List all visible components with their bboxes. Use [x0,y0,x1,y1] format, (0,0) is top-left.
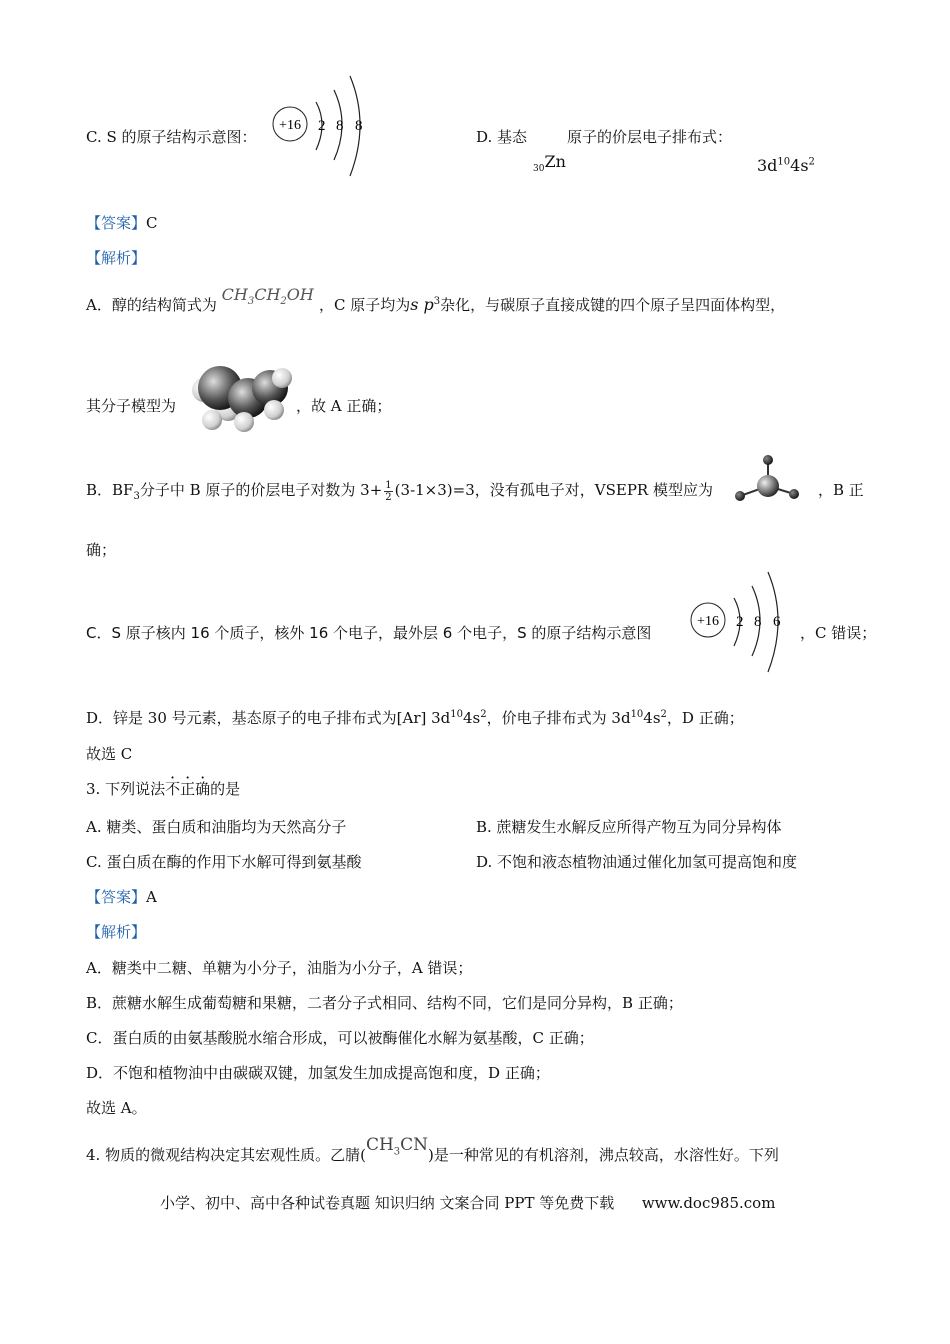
q2-option-c-atom-diagram [268,72,378,178]
q2-analysis-a-line2-post: ，故 A 正确； [296,397,392,415]
q2-analysis-c-post: ，C 错误； [800,624,877,642]
shell-count-2: 8 [754,614,762,630]
q3-analysis-c: C．蛋白质的由氨基酸脱水缩合形成，可以被酶催化水解为氨基酸，C 正确； [86,1029,594,1047]
q2-analysis-label: 【解析】 [86,249,147,267]
acetonitrile-formula: $CH_3CN$ [365,1135,429,1158]
q3-option-a: A. 糖类、蛋白质和油脂均为天然高分子 [86,818,347,836]
shell-count-1: 2 [318,118,326,134]
shell-count-2: 8 [336,118,344,134]
q2-analysis-d-line: D．锌是 30 号元素，基态原子的电子排布式为[Ar] $3d^{10}4s^2$，价电子排布式为 $3d^{10}4s^2$，D 正确； [86,709,744,727]
nucleus-charge: +16 [279,118,301,133]
q2-analysis-a-line1: A．醇的结构简式为 $CH_3CH_2OH$ ，C 原子均为s $p^3$杂化，与碳原子直接成键的四个原子呈四面体构型， [86,285,786,314]
q2-analysis-b-line2: 确； [86,541,117,559]
q3-option-b: B. 蔗糖发生水解反应所得产物互为同分异构体 [476,818,782,836]
footer-link[interactable]: www.doc985.com [641,1194,776,1212]
q3-option-d: D. 不饱和液态植物油通过催化加氢可提高饱和度 [476,853,798,871]
q2-option-c: C. S 的原子结构示意图： [86,128,257,146]
q3-analysis-a: A．糖类中二糖、单糖为小分子，油脂为小分子，A 错误； [86,959,473,977]
q3-option-c: C. 蛋白质在酶的作用下水解可得到氨基酸 [86,853,362,871]
shell-count-1: 2 [736,614,744,630]
nucleus-charge: +16 [697,614,719,629]
q2-analysis-a-line2-pre: 其分子模型为 [86,397,177,415]
q3-stem: 3. 下列说法不正确的是 [86,780,241,798]
q2-option-d: D. 基态 原子的价层电子排布式： [476,128,733,146]
footer: 小学、初中、高中各种试卷真题 知识归纳 文案合同 PPT 等免费下载 www.doc985.com [160,1194,776,1212]
q2-conclusion: 故选 C [86,745,133,763]
ethanol-molecule-model-image [186,360,296,432]
q3-analysis-label: 【解析】 [86,923,147,941]
q3-analysis-b: B．蔗糖水解生成葡萄糖和果糖，二者分子式相同、结构不同，它们是同分异构，B 正确； [86,994,683,1012]
fraction-one-half: $\frac{1}{2}$ [385,479,392,503]
q2-analysis-c-atom-diagram [688,568,798,674]
q2-analysis-b-line1-post: ，B 正 [818,481,864,499]
q3-analysis-d: D．不饱和植物油中由碳碳双键，加氢发生加成提高饱和度，D 正确； [86,1064,550,1082]
q2-option-d-element: $_{30}$Zn [533,152,566,175]
q2-option-d-config: $3d^{10}4s^2$ [757,156,815,175]
q2-analysis-c-line: C．S 原子核内 16 个质子，核外 16 个电子，最外层 6 个电子，S 的原子结构示意图 [86,624,652,642]
ethanol-formula: $CH_3CH_2OH$ [221,285,314,308]
shell-count-3: 8 [355,118,363,134]
q3-answer: 【答案】A [86,888,157,906]
shell-count-3: 6 [773,614,781,630]
q2-answer: 【答案】C [86,214,158,232]
q2-analysis-b-line1: B．$BF_3$分子中 B 原子的价层电子对数为 3+ $\frac{1}{2}$ (3-1×3)=3，没有孤电子对，VSEPR 模型应为 [86,479,713,503]
bf3-vsepr-model-image [732,452,808,506]
q3-conclusion: 故选 A。 [86,1099,147,1117]
q4-stem: 4. 物质的微观结构决定其宏观性质。乙腈$(CH_3CN)$是一种常见的有机溶剂，沸点较高，水溶性好。下列 [86,1135,779,1164]
